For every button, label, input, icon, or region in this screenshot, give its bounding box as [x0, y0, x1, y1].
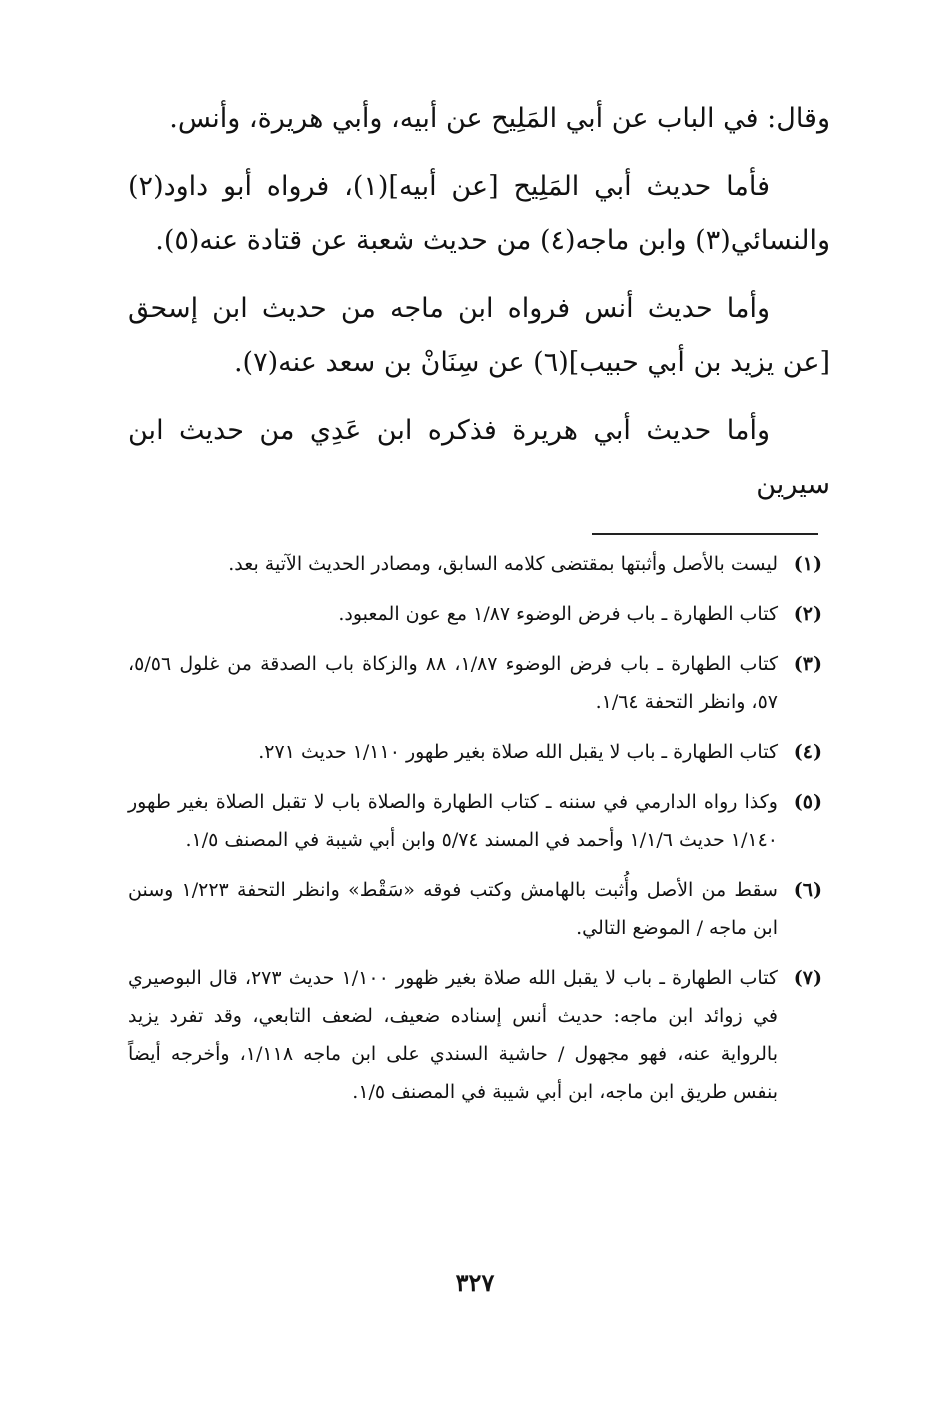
footnote: [128, 783, 822, 859]
paragraph: وأما حديث أبي هريرة فذكره ابن عَدِي من حديث ابن سيرين: [128, 415, 830, 500]
footnote-number: (٣): [793, 653, 822, 675]
footnote-text: كتاب الطهارة ـ باب فرض الوضوء ١/٨٧ مع عون المعبود.: [338, 603, 778, 625]
page-number: ٣٢٧: [455, 1268, 495, 1297]
paragraph: وقال: في الباب عن أبي المَلِيح عن أبيه، وأبي هريرة، وأنس.: [169, 103, 830, 134]
footnote-number: (١): [793, 553, 822, 575]
footnotes: [128, 545, 822, 1123]
footnote-text: كتاب الطهارة ـ باب فرض الوضوء ١/٨٧، ٨٨ والزكاة باب الصدقة من غلول ٥/٥٦، ٥٧، وانظر التحفة ١/٦٤.: [128, 653, 779, 713]
footnote-number: (٧): [793, 967, 822, 989]
footnote-text: سقط من الأصل وأُثبت بالهامش وكتب فوقه «سَقْط» وانظر التحفة ١/٢٢٣ وسنن ابن ماجه / الموضع التالي.: [128, 879, 778, 939]
footnote-text: ليست بالأصل وأثبتها بمقتضى كلامه السابق، ومصادر الحديث الآتية بعد.: [228, 553, 778, 575]
footnote-number: (٤): [793, 741, 822, 763]
footnote-number: (٢): [793, 603, 822, 625]
footnote-number: (٦): [793, 879, 822, 901]
footnote: [128, 595, 822, 633]
paragraph: وأما حديث أنس فرواه ابن ماجه من حديث ابن إسحق [عن يزيد بن أبي حبيب](٦) عن سِنَانْ بن سعد عنه(٧).: [128, 293, 830, 378]
footnote: [128, 545, 822, 583]
footnote: [128, 645, 822, 721]
footnote-text: كتاب الطهارة ـ باب لا يقبل الله صلاة بغير طهور ١/١١٠ حديث ٢٧١.: [258, 741, 778, 763]
footnote-separator: [592, 533, 818, 535]
footnote-text: كتاب الطهارة ـ باب لا يقبل الله صلاة بغير ظهور ١/١٠٠ حديث ٢٧٣، قال البوصيري في زوائد ابن ماجه: حديث أنس إسناده ضعيف، لضعف التابعي، وقد تفرد يزيد بالرواية عنه، فهو مجهول / حاشية السندي على ابن ماجه ١/١١٨، وأخرجه أيضاً بنفس طريق ابن ماجه، ابن أبي شيبة في المصنف ١/٥.: [128, 967, 778, 1103]
main-text: [128, 92, 830, 526]
footnote: [128, 871, 822, 947]
footnote: [128, 959, 822, 1111]
footnote: [128, 733, 822, 771]
footnote-text: وكذا رواه الدارمي في سننه ـ كتاب الطهارة والصلاة باب لا تقبل الصلاة بغير طهور ١/١٤٠ حديث ١/١/٦ وأحمد في المسند ٥/٧٤ وابن أبي شيبة في المصنف ١/٥.: [128, 791, 778, 851]
footnote-number: (٥): [793, 791, 822, 813]
paragraph: فأما حديث أبي المَلِيح [عن أبيه](١)، فرواه أبو داود(٢) والنسائي(٣) وابن ماجه(٤) من حديث شعبة عن قتادة عنه(٥).: [128, 171, 830, 256]
